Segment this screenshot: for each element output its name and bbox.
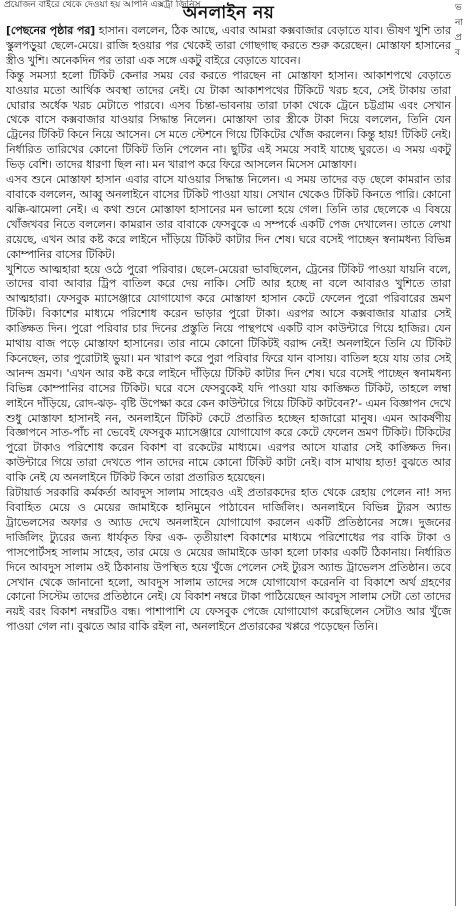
- adjacent-column-text: ব: [455, 48, 461, 58]
- article-paragraph: খুশিতে আত্মহারা হয়ে ওঠে পুরো পরিবার। ছেলে-মেয়েরা ভাবছিলেন, ট্রেনের টিকিট পাওয়া যায়নি বলে, তাদের বাবা আবার ট্রিপ বাতিল করে দেয় নাকি। সেটি আর হচ্ছে না বলে আবারও খুশিতে তারা আত্মহারা। ফেসবুক ম্যাসেঞ্জারে যোগাযোগ করে মোস্তাফা হাসান কেটে ফেলেন পুরো পরিবারের ভ্রমণ টিকিট। বিকাশের মাধ্যমে পরিশোধ করেন ভাড়ার পুরো টাকা। এরপর আসে কক্সবাজার যাত্রার সেই কাঙ্ক্ষিত দিন। পুরো পরিবার চার দিনের প্রস্তুতি নিয়ে পান্থপথে একটি বাস কাউন্টারে গিয়ে হাজির। যেন মাথায় বাজ পড়ে মোস্তাফা হাসানের। তার নামে কোনো টিকিটই বরাদ্দ নেই! অনলাইনে তিনি যে টিকিট কিনেছেন, তার পুরোটাই ভুয়া। মন খারাপ করে পুরা পরিবার ফিরে যান বাসায়। বাতিল হয়ে যায় তার সেই আনন্দ ভ্রমণ। 'এখন আর কষ্ট করে লাইনে দাঁড়িয়ে টিকিট কাটার দিন শেষ। ঘরে বসেই পাচ্ছেন স্বনামধন্য বিভিন্ন কোম্পানির বাসের টিকিট। ঘরে বসে ফেসবুকেই যদি পাওয়া যায় কাঙ্ক্ষিত টিকিট, তাহলে লম্বা লাইনে দাঁড়িয়ে, রোদ-ঝড়- বৃষ্টি উপেক্ষা করে কেন কাউন্টারে গিয়ে টিকিট কাটবেন?'- এমন বিজ্ঞাপন দেখে শুধু মোস্তাফা হাসানই নন, অনলাইনে টিকিট কেটে প্রতারিত হচ্ছেন হাজারো মানুষ। এমন আকর্ষণীয় বিজ্ঞাপনে সাত-পাঁচ না ভেবেই ফেসবুক ম্যাসেঞ্জারে যোগাযোগ করে কেটে ফেলেন ভ্রমণ টিকিট। টিকিটের পুরো টাকাও পরিশোধ করেন বিকাশ বা রকেটের মাধ্যমে। এরপর আসে যাত্রার সেই কাঙ্ক্ষিত দিন। কাউন্টারে গিয়ে তারা দেখতে পান তাদের নামে কোনো টিকিট কাটা নেই। বাস মাথায় হাত! বুঝতে আর বাকি নেই যে অনলাইনে টিকিট কিনে তারা প্রতারিত হয়েছেন।: [6, 262, 451, 485]
- article-body: [6, 24, 451, 635]
- adjacent-column-text: প্র: [455, 33, 462, 43]
- adjacent-column-text: না: [455, 18, 463, 28]
- article: [6, 2, 451, 635]
- article-paragraph: কিন্তু সমস্যা হলো টিকিট কেনার সময় বের করতে পারছেন না মোস্তাফা হাসান। আকাশপথে বেড়াতে যাওয়ার মতো আর্থিক অবস্থা তাদের নেই। যে টাকা আকাশপথের টিকিটে খরচ হবে, সেই টাকায় তারা ঘোরার অর্ধেক খরচ মেটাতে পারবে। এসব চিন্তা-ভাবনায় তারা ঢাকা থেকে ট্রেনে চট্টগ্রাম এবং সেখান থেকে বাসে কক্সবাজার যাওয়ার সিদ্ধান্ত নিলেন। মোস্তাফা তার স্ত্রীকে টাকা দিয়ে বললেন, তিনি যেন ট্রেনের টিকিট কিনে নিয়ে আসেন। সে মতে স্টেশনে গিয়ে টিকিটের খোঁজ করলেন। কিন্তু হায়! টিকিট নেই। নির্ধারিত তারিখের কোনো টিকিট তিনি পেলেন না। ছুটির এই সময়ে সবাই যাচ্ছে ঘুরতে। এ সময় একটু ভিড় বেশি। তাদের ধারণা ছিল না। মন খারাপ করে ফিরে আসলেন মিসেস মোস্তাফা।: [6, 68, 451, 172]
- column-divider: [455, 96, 456, 906]
- continued-from-label: [পেছনের পৃষ্ঠার পর]: [6, 24, 96, 37]
- adjacent-column-fragment: [455, 2, 469, 62]
- article-paragraph: [6, 24, 451, 69]
- article-paragraph: রিটায়ার্ড সরকারি কর্মকর্তা আবদুস সালাম সাহেবও এই প্রতারকদের হাত থেকে রেহায় পেলেন না! সদ্য বিবাহিত মেয়ে ও মেয়ের জামাইকে হানিমুনে পাঠাবেন দার্জিলিং। অনলাইনে বিভিন্ন ট্যুরস অ্যান্ড ট্রাভেলসের অফার ও অ্যাড দেখে অনলাইনে যোগাযোগ করলেন একটি প্রতিষ্ঠানের সঙ্গে। দুজনের দার্জিলিং ট্যুরের জন্য ধার্যকৃত ফির এক- তৃতীয়াংশ বিকাশের মাধ্যমে পরিশোধের পর বাকি টাকা ও পাসপোর্টসহ সালাম সাহেব, তার মেয়ে ও মেয়ের জামাইকে ডাকা হলো ঢাকার একটি ঠিকানায়। নির্ধারিত দিনে আবদুস সালাম ওই ঠিকানায় উপস্থিত হয়ে খুঁজে পেলেন সেই ট্যুরস অ্যান্ড ট্রাভেলস প্রতিষ্ঠান। তবে সেখান থেকে জানানো হলো, আবদুস সালাম তাদের সঙ্গে যোগাযোগ করেননি বা বিকাশে অর্থ গ্রহণের কোনো সিস্টেম তাদের প্রতিষ্ঠানে নেই। যে বিকাশ নম্বরে টাকা পাঠিয়েছেন আবদুস সালাম সেটা তো তাদের নয়ই বরং বিকাশ নম্বরটিও বন্ধ। পাশাপাশি যে ফেসবুক পেজে যোগাযোগ করেছিলেন সেটাও আর খুঁজে পাওয়া গেল না। বুঝতে আর বাকি রইল না, অনলাইনে প্রতারকের খপ্পরে পড়েছেন তিনি।: [6, 486, 451, 634]
- paragraph-text: হাসান। বললেন, ঠিক আছে, এবার আমরা কক্সবাজার বেড়াতে যাব। ভীষণ খুশি তার স্কুলপড়ুয়া ছেলে-মেয়ে। রাজি হওয়ার পর থেকেই তারা গোছগাছ করতে শুরু করেছেন। মোস্তাফা হাসানের স্ত্রীও খুশি। অনেকদিন পর তারা এক সঙ্গে একটু বাইরে বেড়াতে যাবেন।: [6, 24, 452, 67]
- top-text-fragment: প্রয়োজন বাইরে থেকে দেওয়া হয় আপনি এক্সট্রা জিনিস: [4, 0, 201, 10]
- article-headline: অনলাইন নয়: [182, 3, 275, 23]
- adjacent-column-text: ভ: [455, 3, 462, 13]
- article-paragraph: এসব শুনে মোস্তাফা হাসান এবার বাসে যাওয়ার সিদ্ধান্ত নিলেন। এ সময় তাদের বড় ছেলে কামরান তার বাবাকে বললেন, আব্বু অনলাইনে বাসের টিকিট পাওয়া যায়। সেখান থেকেও টিকিট কিনতে পারি। কোনো ঝক্কি-ঝামেলা নেই। এ কথা শুনে মোস্তাফা হাসানের মন ভালো হয়ে গেল। তিনি তার ছেলেকে এ বিষয়ে খোঁজখবর নিতে বললেন। কামরান তার বাবাকে ফেসবুকে এ সম্পর্কে একটি পেজ দেখালেন। তাতে লেখা রয়েছে, এখন আর কষ্ট করে লাইনে দাঁড়িয়ে টিকিট কাটার দিন শেষ। ঘরে বসেই পাচ্ছেন স্বনামধন্য বিভিন্ন কোম্পানির বাসের টিকিট।: [6, 173, 451, 261]
